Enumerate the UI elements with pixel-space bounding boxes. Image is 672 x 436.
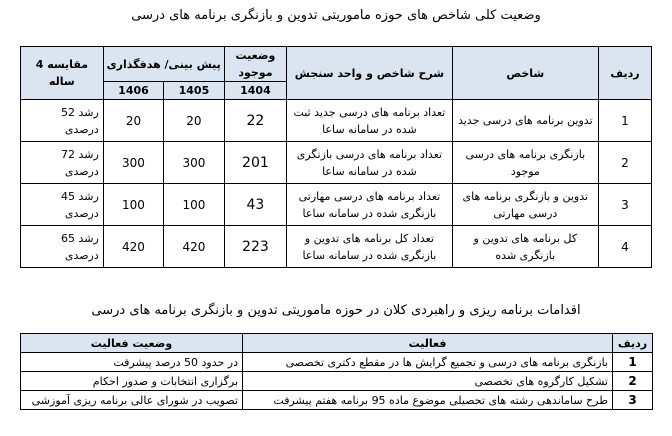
row-index: 2 bbox=[613, 372, 653, 391]
row-activity: بازنگری برنامه های درسی و تجمیع گرایش ها در مقطع دکتری تخصصی bbox=[243, 353, 613, 372]
row-comparison: رشد 52 درصدی bbox=[21, 100, 104, 142]
row-current: 223 bbox=[224, 226, 287, 268]
row-indicator: کل برنامه های تدوین و بازنگری شده bbox=[452, 226, 598, 268]
row-1406: 20 bbox=[103, 100, 163, 142]
row-indicator: تدوین و بازنگری برنامه های درسی مهارتی bbox=[452, 184, 598, 226]
row-activity: تشکیل کارگروه های تخصصی bbox=[243, 372, 613, 391]
header-indicator: شاخص bbox=[452, 47, 598, 100]
header-row bbox=[21, 334, 653, 353]
row-status: برگزاری انتخابات و صدور احکام bbox=[21, 372, 243, 391]
header-row-number: ردیف bbox=[613, 334, 653, 353]
header-description: شرح شاخص و واحد سنجش bbox=[287, 47, 452, 100]
header-forecast: پیش بینی/ هدفگذاری bbox=[103, 47, 224, 82]
row-1406: 100 bbox=[103, 184, 163, 226]
row-1405: 20 bbox=[164, 100, 224, 142]
row-index: 3 bbox=[613, 391, 653, 410]
table-row bbox=[21, 353, 653, 372]
row-indicator: بازنگری برنامه های درسی موجود bbox=[452, 142, 598, 184]
table-row bbox=[21, 391, 653, 410]
row-index: 3 bbox=[598, 184, 651, 226]
row-current: 22 bbox=[224, 100, 287, 142]
activities-table bbox=[20, 333, 653, 410]
row-comparison: رشد 65 درصدی bbox=[21, 226, 104, 268]
row-comparison: رشد 45 درصدی bbox=[21, 184, 104, 226]
indicators-table bbox=[20, 46, 652, 268]
row-status: در حدود 50 درصد پیشرفت bbox=[21, 353, 243, 372]
table-row bbox=[21, 142, 652, 184]
row-1405: 300 bbox=[164, 142, 224, 184]
table2-title: اقدامات برنامه ریزی و راهبردی کلان در حوزه ماموریتی تدوین و بازنگری برنامه های درسی bbox=[91, 303, 581, 318]
row-1405: 100 bbox=[164, 184, 224, 226]
table-row bbox=[21, 100, 652, 142]
row-indicator: تدوین برنامه های درسی جدید bbox=[452, 100, 598, 142]
header-activity: فعالیت bbox=[243, 334, 613, 353]
table-row bbox=[21, 184, 652, 226]
header-row bbox=[21, 47, 652, 82]
header-comparison: مقایسه 4 ساله bbox=[21, 47, 104, 100]
header-row-number: ردیف bbox=[598, 47, 651, 100]
row-1405: 420 bbox=[164, 226, 224, 268]
row-index: 4 bbox=[598, 226, 651, 268]
row-index: 1 bbox=[598, 100, 651, 142]
row-1406: 300 bbox=[103, 142, 163, 184]
row-1406: 420 bbox=[103, 226, 163, 268]
row-index: 1 bbox=[613, 353, 653, 372]
row-current: 43 bbox=[224, 184, 287, 226]
row-description: تعداد برنامه های درسی بازنگری شده در سامانه ساعا bbox=[287, 142, 452, 184]
row-description: تعداد کل برنامه های تدوین و بازنگری شده در سامانه ساعا bbox=[287, 226, 452, 268]
row-comparison: رشد 72 درصدی bbox=[21, 142, 104, 184]
row-description: تعداد برنامه های درسی مهارتی بازنگری شده در سامانه ساعا bbox=[287, 184, 452, 226]
row-current: 201 bbox=[224, 142, 287, 184]
year-1406: 1406 bbox=[103, 82, 163, 100]
row-activity: طرح ساماندهی رشته های تحصیلی موضوع ماده 95 برنامه هفتم پیشرفت bbox=[243, 391, 613, 410]
row-description: تعداد برنامه های درسی جدید ثبت شده در سامانه ساعا bbox=[287, 100, 452, 142]
year-current: 1404 bbox=[224, 82, 287, 100]
row-index: 2 bbox=[598, 142, 651, 184]
table-row bbox=[21, 372, 653, 391]
header-activity-status: وضعیت فعالیت bbox=[21, 334, 243, 353]
table1-title: وضعیت کلی شاخص های حوزه ماموریتی تدوین و بازنگری برنامه های درسی bbox=[131, 8, 541, 23]
table-row bbox=[21, 226, 652, 268]
header-current-status: وضعیت موجود bbox=[224, 47, 287, 82]
year-1405: 1405 bbox=[164, 82, 224, 100]
row-status: تصویب در شورای عالی برنامه ریزی آموزشی bbox=[21, 391, 243, 410]
